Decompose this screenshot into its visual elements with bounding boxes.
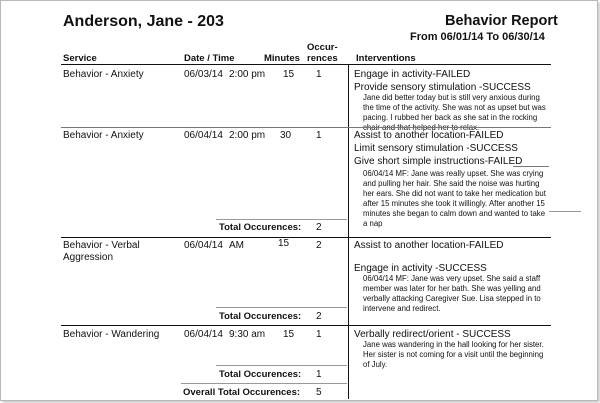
col-service: Service <box>63 53 97 64</box>
overall-total-rule <box>181 383 347 384</box>
row3-service: Behavior - Verbal Aggression <box>63 240 140 263</box>
row3-note: 06/04/14 MF: Jane was very upset. She said a staff member was later for her bath. She was yelling and verbally attacking Caregiver Sue. Lisa stepped in to intervene and redirect. <box>363 274 541 313</box>
row2-intervention-2: Limit sensory stimulation -SUCCESS <box>354 143 518 154</box>
row4-time: 9:30 am <box>229 329 266 340</box>
row2-time: 2:00 pm <box>229 130 266 141</box>
overall-total-value: 5 <box>316 387 322 398</box>
row4-service: Behavior - Wandering <box>63 329 160 340</box>
row3-total-label: Total Occurences: <box>219 311 302 322</box>
row3-separator <box>61 325 551 326</box>
row1-time: 2:00 pm <box>229 69 266 80</box>
row4-date: 06/04/14 <box>184 329 223 340</box>
col-occurrences-line1: Occur- <box>307 42 338 53</box>
col-occurrences-line2: rences <box>307 53 338 64</box>
interventions-column-line <box>348 65 349 399</box>
row2-total-value: 2 <box>316 222 322 233</box>
col-interventions: Interventions <box>356 53 416 64</box>
overall-total-label: Overall Total Occurences: <box>183 387 301 398</box>
row2-total-rule <box>216 219 347 220</box>
row1-occurrences: 1 <box>316 69 322 80</box>
report-title: Behavior Report <box>445 13 558 29</box>
row2-minutes: 30 <box>280 130 292 141</box>
row3-total-rule <box>216 307 347 308</box>
col-datetime: Date / Time <box>184 53 235 64</box>
date-range: From 06/01/14 To 06/30/14 <box>410 31 545 43</box>
row2-date: 06/04/14 <box>184 130 223 141</box>
row4-total-label: Total Occurences: <box>219 369 302 380</box>
row4-total-value: 1 <box>316 369 322 380</box>
row2-occurrences: 1 <box>316 130 322 141</box>
row1-date: 06/03/14 <box>184 69 223 80</box>
row1-note: Jane did better today but is still very anxious during the time of the activity. She was not as upset but was pacing. I rubbed her back as she sat in the rocking chair and that helped her to relax. <box>363 93 546 132</box>
row1-intervention-2: Provide sensory stimulation -SUCCESS <box>354 82 531 93</box>
row4-note: Jane was wandering in the hall looking for her sister. Her sister is not coming for a visit until the beginning of July. <box>363 340 544 369</box>
row2-underline <box>513 166 549 167</box>
row2-service: Behavior - Anxiety <box>63 130 144 141</box>
header-rule <box>61 64 551 65</box>
row3-occurrences: 2 <box>316 240 322 251</box>
row4-intervention-1: Verbally redirect/orient - SUCCESS <box>354 329 511 340</box>
row1-separator <box>61 127 551 128</box>
row2-intervention-1: Assist to another location-FAILED <box>354 130 504 141</box>
row3-date: 06/04/14 <box>184 240 223 251</box>
row4-total-rule <box>216 365 347 366</box>
row2-note-tail <box>549 211 581 212</box>
row3-minutes: 15 <box>278 238 290 249</box>
row3-intervention-1: Assist to another location-FAILED <box>354 240 504 251</box>
row4-occurrences: 1 <box>316 329 322 340</box>
patient-name: Anderson, Jane - 203 <box>63 13 224 30</box>
row4-minutes: 15 <box>283 329 295 340</box>
row1-intervention-1: Engage in activity-FAILED <box>354 69 471 80</box>
row1-minutes: 15 <box>283 69 295 80</box>
row2-intervention-3: Give short simple instructions-FAILED <box>354 156 523 167</box>
row1-service: Behavior - Anxiety <box>63 69 144 80</box>
row3-intervention-2: Engage in activity -SUCCESS <box>354 263 487 274</box>
row2-separator <box>61 237 551 238</box>
row2-note: 06/04/14 MF: Jane was really upset. She was crying and pulling her hair. She said the noise was hurting her ears. She did not want to take her medication but after 15 minutes she took it willingly. After another 15 minutes she began to calm down and wanted to take a nap <box>363 169 546 228</box>
col-minutes: Minutes <box>264 53 300 64</box>
row3-total-value: 2 <box>316 311 322 322</box>
row2-total-label: Total Occurences: <box>219 222 302 233</box>
row3-time: AM <box>229 240 244 251</box>
